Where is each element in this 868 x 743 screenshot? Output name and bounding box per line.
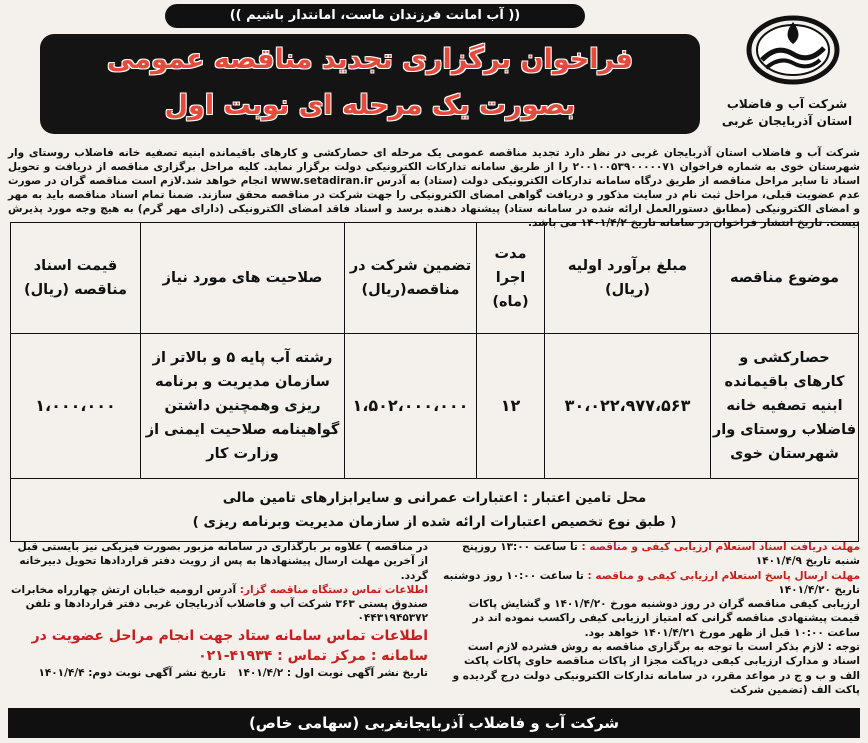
tender-table [10,222,859,542]
funding-row [11,479,859,542]
header-subject: موضوع مناقصه [711,223,859,334]
physical-delivery-note: در مناقصه ) علاوه بر بارگذاری در سامانه مزبور بصورت فیزیکی نیز بایستی قبل از آخرین مهلت ارسال پیشنهادها به پس از رویت دفتر قراردادها تحویل دبیرخانه گردد. [17,541,428,582]
cell-qualifications: رشته آب پایه ۵ و بالاتر از سازمان مدیریت و برنامه ریزی وهمچنین داشتن گواهینامه صلاحیت ایمنی از وزارت کار [141,334,345,479]
doc-deadline [442,540,860,569]
title-line-1: فراخوان برگزاری تجدید مناقصه عمومی [107,44,633,75]
organizer-contact [10,583,428,626]
motto-banner: (( آب امانت فرزندان ماست، امانتدار باشیم )) [165,4,585,28]
publish-dates [10,666,428,680]
cell-estimate: ۳۰،۰۲۲،۹۷۷،۵۶۳ [545,334,711,479]
publish-date-first: تاریخ نشر آگهی نوبت اول : ۱۴۰۱/۴/۲ [237,666,428,679]
doc-deadline-text: تا ساعت ۱۳:۰۰ روزپنج شنبه تاریخ ۱۴۰۱/۴/۹ [462,541,860,568]
setad-contact: اطلاعات تماس سامانه ستاد جهت انجام مراحل عضویت در سامانه : مرکز تماس : ۴۱۹۳۴-۰۲۱ [31,627,428,664]
header-guarantee: تضمین شرکت در مناقصه(ریال) [345,223,477,334]
funding-cell [11,479,859,542]
organizer-contact-text: آدرس ارومیه خیابان ارتش چهارراه مخابرات صندوق پستی ۳۶۳ شرکت آب و فاضلاب آذربایجان غربی دفتر قراردادها و تلفن ۰۴۴۳۱۹۴۵۳۷۲ [10,583,428,625]
intro-paragraph: شرکت آب و فاضلاب استان آذربایجان غربی در نظر دارد تجدید مناقصه عمومی یک مرحله ای حصارکشی و کارهای باقیمانده ابنیه تصفیه خانه فاضلاب روستای وار شهرستان خوی به شماره فراخوان ۲۰۰۱۰۰۵۳۹۰۰۰۰۰۷۱ را از طریق سامانه تدارکات الکترونیکی دولت برگزار نماید. کلیه مراحل برگزاری مناقصه از دریافت و تحویل اسناد تا سایر مراحل مناقصه از طریق درگاه سامانه تدارکات الکترونیکی دولت (ستاد) به آدرس www.setadiran.ir انجام خواهد شد.لازم است مناقصه گران در صورت عدم عضویت قبلی، مراحل ثبت نام در سایت مذکور و دریافت گواهی امضای الکترونیکی را جهت شرکت در مناقصه محقق سازند. ضمنا تمام اسناد مناقصه باید به مهر و امضای الکترونیکی (مطابق دستورالعمل ارائه شده در سامانه ستاد) پیشنهاد دهنده برسد و اسناد فاقد امضای الکترونیکی (دارای مهر گرم) به هیچ وجه مورد پذیرش نیست. تاریخ انتشار فراخوان در سامانه تاریخ ۱۴۰۱/۴/۲ می باشد. [8,147,860,229]
submit-deadline [442,569,860,598]
company-name-line-1: شرکت آب و فاضلاب [726,97,848,111]
table-row [11,334,859,479]
funding-line-1: محل تامین اعتبار : اعتبارات عمرانی و سایرابزارهای تامین مالی [222,490,647,506]
table-header-row [11,223,859,334]
company-name-line-2: استان آذربایجان غربی [721,114,853,128]
cell-guarantee: ۱،۵۰۲،۰۰۰،۰۰۰ [345,334,477,479]
attention-note: توجه : لازم بذکر است با توجه به برگزاری مناقصه به روش فشرده لازم است اسناد و مدارک ارزیابی کیفی درپاکت مجزا از پاکات مناقصه حاوی پاکات پاکت الف و ب و ج در مواعد مقرر، در سامانه تدارکات الکترونیکی دولت درج گردیده و پاکت الف (تضمین شرکت [452,641,860,696]
header-doc-price: قیمت اسناد مناقصه (ریال) [11,223,141,334]
cell-doc-price: ۱،۰۰۰،۰۰۰ [11,334,141,479]
organizer-contact-label: اطلاعات تماس دستگاه مناقصه گزار: [239,583,428,596]
title-line-2: بصورت یک مرحله ای نوبت اول [164,90,576,121]
company-logo-icon [732,8,854,88]
company-name [712,96,862,130]
deadlines-column [442,540,860,697]
cell-subject: حصارکشی و کارهای باقیمانده ابنیه تصفیه خانه فاضلاب روستای وار شهرستان خوی [711,334,859,479]
doc-deadline-label: مهلت دریافت اسناد استعلام ارزیابی کیفی و مناقصه : [581,541,860,553]
header-duration: مدت اجرا (ماه) [477,223,545,334]
evaluation-note: ارزیابی کیفی مناقصه گران در روز دوشنبه مورخ ۱۴۰۱/۴/۲۰ و گشایش پاکات قیمت پیشنهادی مناقصه گرانی که امتیاز ارزیابی کیفی راکسب نموده اند در ساعت ۱۰:۰۰ قبل از ظهر مورخ ۱۴۰۱/۴/۲۱ خواهد بود. [468,598,860,639]
header-qualifications: صلاحیت های مورد نیاز [141,223,345,334]
publish-date-second: تاریخ نشر آگهی نوبت دوم: ۱۴۰۱/۴/۴ [38,666,227,679]
submit-deadline-label: مهلت ارسال پاسخ استعلام ارزیابی کیفی و مناقصه : [587,569,860,582]
contact-column [10,540,428,680]
title-banner [40,34,700,134]
funding-line-2: ( طبق نوع تخصیص اعتبارات ارائه شده از سازمان مدیریت وبرنامه ریزی ) [192,514,677,530]
header-estimate: مبلغ برآورد اولیه (ریال) [545,223,711,334]
cell-duration: ۱۲ [477,334,545,479]
submit-deadline-text: تا ساعت ۱۰:۰۰ روز دوشنبه تاریخ ۱۴۰۱/۴/۲۰ [443,569,860,596]
footer-banner: شرکت آب و فاضلاب آذربایجانغربی (سهامی خاص) [8,708,860,738]
